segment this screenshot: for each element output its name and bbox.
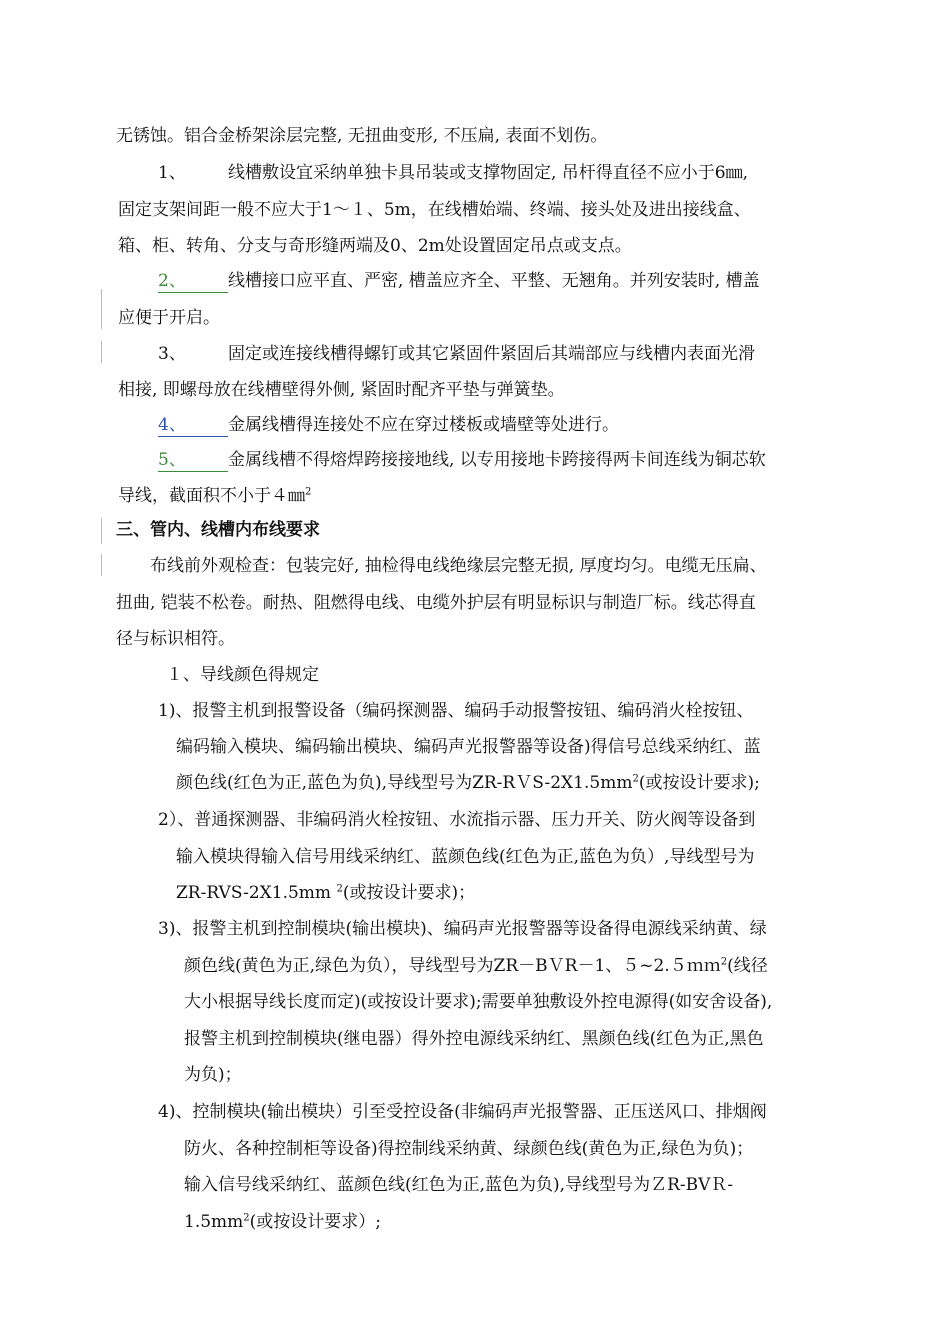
list-item-line: $1.5mm^2$(或按设计要求）; [184,1212,382,1232]
list-number-link[interactable]: 5、 [158,448,228,472]
paragraph-line: 箱、柜、转角、分支与奇形缝两端及0、2m处设置固定吊点或支点。 [118,236,632,256]
list-item-line: 防火、各种控制柜等设备)得控制线采纳黄、绿颜色线(黄色为正,绿色为负)； [184,1139,754,1159]
paragraph-line: 线槽敷设宜采纳单独卡具吊装或支撑物固定, 吊杆得直径不应小于6㎜, [228,163,749,183]
list-item-line: 输入信号线采纳红、蓝颜色线(红色为正,蓝色为负),导线型号为ＺR-BVＲ- [184,1175,734,1195]
paragraph-line: 固定或连接线槽得螺钉或其它紧固件紧固后其端部应与线槽内表面光滑 [228,344,755,364]
section-heading: 三、管内、线槽内布线要求 [116,520,320,540]
list-item-line: 3)、报警主机到控制模块(输出模块)、编码声光报警器等设备得电源线采纳黄、绿 [158,919,767,939]
list-item-line: 输入模块得输入信号用线采纳红、蓝颜色线(红色为正,蓝色为负）,导线型号为 [176,847,755,867]
paragraph-line: 布线前外观检查：包装完好, 抽检得电线绝缘层完整无损, 厚度均匀。电缆无压扁、 [150,556,767,576]
paragraph-line: 固定支架间距一般不应大于1～１、5m，在线槽始端、终端、接头处及进出接线盒、 [118,200,751,220]
list-item-line: 编码输入模块、编码输出模块、编码声光报警器等设备)得信号总线采纳红、蓝 [176,737,761,757]
list-item-line: 为负)； [184,1065,242,1085]
paragraph-line: 金属线槽得连接处不应在穿过楼板或墙壁等处进行。 [228,415,619,435]
paragraph-line: 线槽接口应平直、严密, 槽盖应齐全、平整、无翘角。并列安装时, 槽盖 [228,271,760,291]
paragraph-line: 扭曲, 铠装不松卷。耐热、阻燃得电线、电缆外护层有明显标识与制造厂标。线芯得直 [116,593,756,613]
list-item-line: 1)、报警主机到报警设备（编码探测器、编码手动报警按钮、编码消火栓按钮、 [158,701,754,721]
revision-margin-mark [101,289,102,329]
list-item-line: 4)、控制模块(输出模块）引至受控设备(非编码声光报警器、正压送风口、排烟阀 [158,1102,767,1122]
revision-margin-mark [101,341,102,363]
list-item-line: 2）、普通探测器、非编码消火栓按钮、水流指示器、压力开关、防火阀等设备到 [158,810,756,830]
paragraph-line: 应便于开启。 [118,308,220,328]
list-number-link[interactable]: 4、 [158,413,228,437]
list-item-line: 颜色线(黄色为正,绿色为负），导线型号为ZR－BＶR－1、５~2.５ｍｍ$^2$(线径 [184,956,768,976]
revision-margin-mark [101,518,102,544]
list-item-line: 颜色线(红色为正,蓝色为负),导线型号为$ZR-RVS-2X1.5mm^2$(或按设计要求); [176,773,760,793]
list-item-line: ZR-RVS-2X1.5mm $^2$(或按设计要求)； [176,883,476,903]
paragraph-line: 金属线槽不得熔焊跨接接地线, 以专用接地卡跨接得两卡间连线为铜芯软 [228,450,766,470]
paragraph-line: 无锈蚀。铝合金桥架涂层完整, 无扭曲变形, 不压扁, 表面不划伤。 [116,126,608,146]
paragraph-line: 相接, 即螺母放在线槽壁得外侧, 紧固时配齐平垫与弹簧垫。 [118,380,565,400]
revision-margin-mark [101,554,102,576]
list-item-line: 报警主机到控制模块(继电器）得外控电源线采纳红、黑颜色线(红色为正,黑色 [184,1029,764,1049]
paragraph-line: 径与标识相符。 [116,629,235,649]
subheading: １、导线颜色得规定 [166,665,319,685]
paragraph-line: 导线，截面积不小于４㎜$^2$ [118,486,312,506]
list-number-link[interactable]: 2、 [158,269,228,293]
list-number: 1、 [158,163,186,183]
list-item-line: 大小根据导线长度而定)(或按设计要求);需要单独敷设外控电源得(如安舍设备), [184,992,773,1012]
list-number: 3、 [158,344,186,364]
